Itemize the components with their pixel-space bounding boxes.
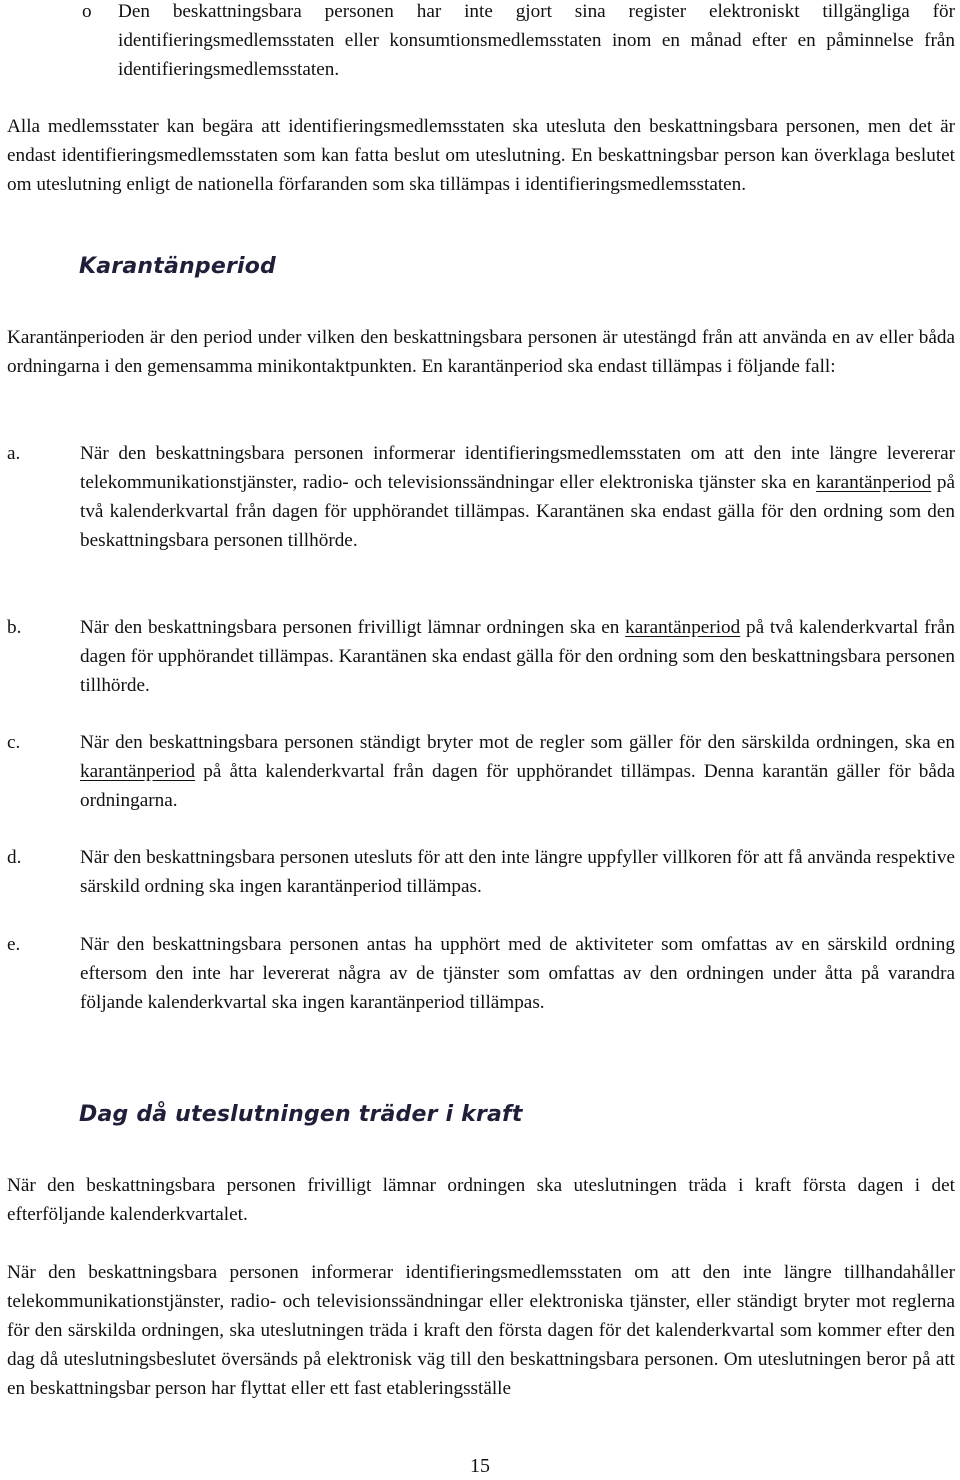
list-item-d <box>7 843 955 901</box>
list-item-text <box>80 613 955 700</box>
bullet-marker: o <box>82 1 92 22</box>
bullet-text: Den beskattningsbara personen har inte gjort sina register elektroniskt tillgängliga för identifieringsmedlemsstaten eller konsumtionsmedlemsstaten inom en månad efter en påminnelse från identifieringsmedlemsstaten. <box>118 1 955 80</box>
list-item-label: c. <box>7 732 21 753</box>
list-item-text-part: När den beskattningsbara personen informerar identifieringsmedlemsstaten om att den inte längre levererar telekommunikationstjänster, radio- och televisionssändningar eller elektroniska tjänster ska en <box>80 443 955 493</box>
list-item-text <box>80 728 955 815</box>
list-item-b <box>7 613 955 700</box>
karantanperiod-link[interactable]: karantänperiod <box>816 472 932 493</box>
list-item-label: b. <box>7 617 22 638</box>
paragraph-karantanperiod-definition: Karantänperioden är den period under vilken den beskattningsbara personen är utestängd från att använda en av eller båda ordningarna i den gemensamma minikontaktpunkten. En karantänperiod ska endast tillämpas i följande fall: <box>7 327 955 377</box>
list-item-label: e. <box>7 934 21 955</box>
paragraph-voluntary-exit: När den beskattningsbara personen frivilligt lämnar ordningen ska uteslutningen träda i kraft första dagen i det efterföljande kalenderkvartalet. <box>7 1175 955 1225</box>
list-item-text-part: När den beskattningsbara personen ständigt bryter mot de regler som gäller för den särskilda ordningen, ska en <box>80 732 955 753</box>
list-item-label: a. <box>7 443 21 464</box>
list-item-text-part: på två kalenderkvartal från dagen för upphörandet tillämpas. Karantänen ska endast gälla för den ordning som den beskattningsbara personen tillhörde. <box>80 472 955 551</box>
list-item-a <box>7 439 955 555</box>
list-item-label: d. <box>7 847 22 868</box>
list-item-e <box>7 930 955 1017</box>
list-item-text-part: på två kalenderkvartal från dagen för upphörandet tillämpas. Karantänen ska endast gälla för den ordning som den beskattningsbara personen tillhörde. <box>80 617 956 696</box>
list-item-text-part: på åtta kalenderkvartal från dagen för upphörandet tillämpas. Denna karantän gäller för båda ordningarna. <box>80 761 955 811</box>
bullet-item <box>82 0 955 84</box>
list-item-text-part: När den beskattningsbara personen frivilligt lämnar ordningen ska en <box>80 617 626 638</box>
heading-exclusion-effective-date: Dag då uteslutningen träder i kraft <box>79 1102 523 1127</box>
heading-karantanperiod: Karantänperiod <box>79 254 276 279</box>
list-item-text: När den beskattningsbara personen utesluts för att den inte längre uppfyller villkoren för att få använda respektive särskild ordning ska ingen karantänperiod tillämpas. <box>80 847 955 897</box>
karantanperiod-link[interactable]: karantänperiod <box>625 617 741 638</box>
list-item-text <box>80 439 955 555</box>
karantanperiod-link[interactable]: karantänperiod <box>80 761 196 782</box>
page-number: 15 <box>470 1455 490 1477</box>
list-item-text: När den beskattningsbara personen antas ha upphört med de aktiviteter som omfattas av en särskild ordning eftersom den inte har levererat några av de tjänster som omfattas av den ordningen under åtta på varandra följande kalenderkvartal ska ingen karantänperiod tillämpas. <box>80 934 955 1013</box>
list-item-c <box>7 728 955 815</box>
paragraph-exclusion-effect: När den beskattningsbara personen informerar identifieringsmedlemsstaten om att den inte längre tillhandahåller telekommunikationstjänster, radio- och televisionssändningar eller elektroniska tjänster, eller ständigt bryter mot reglerna för den särskilda ordningen, ska uteslutningen träda i kraft den första dagen för det kalenderkvartal som kommer efter den dag då uteslutningsbeslutet översänds på elektronisk väg till den beskattningsbara personen. Om uteslutningen beror på att en beskattningsbar person har flyttat eller ett fast etableringsställe <box>7 1262 955 1399</box>
paragraph-exclusion-request: Alla medlemsstater kan begära att identifieringsmedlemsstaten ska utesluta den beskattningsbara personen, men det är endast identifieringsmedlemsstaten som kan fatta beslut om uteslutning. En beskattningsbar person kan överklaga beslutet om uteslutning enligt de nationella förfaranden som ska tillämpas i identifieringsmedlemsstaten. <box>7 116 955 195</box>
